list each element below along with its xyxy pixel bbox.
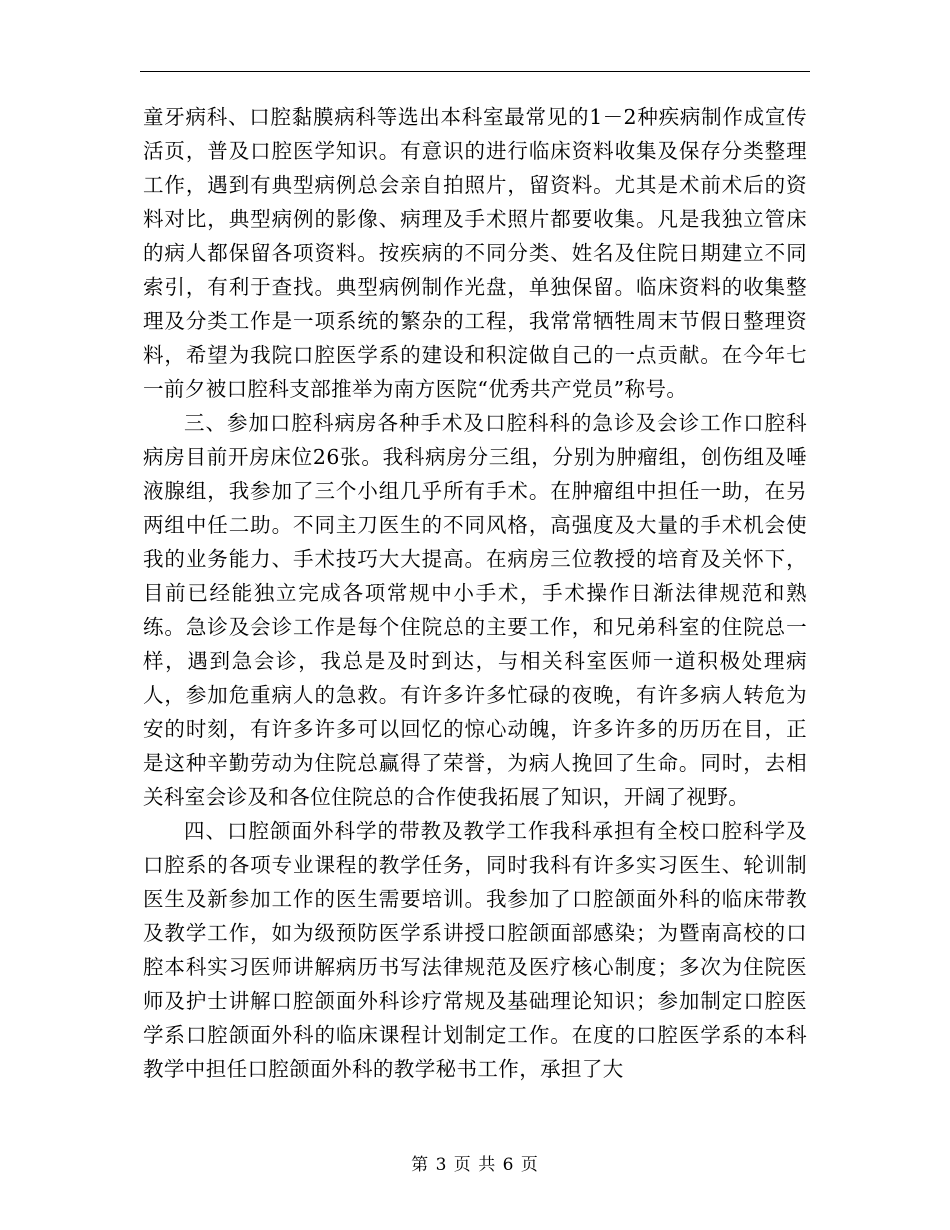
paragraph-1: 童牙病科、口腔黏膜病科等选出本科室最常见的1－2种疾病制作成宣传活页，普及口腔医学知识。有意识的进行临床资料收集及保存分类整理工作，遇到有典型病例总会亲自拍照片，留资料。尤其是术前术后的资料对比，典型病例的影像、病理及手术照片都要收集。凡是我独立管床的病人都保留各项资料。按疾病的不同分类、姓名及住院日期建立不同索引，有利于查找。典型病例制作光盘，单独保留。临床资料的收集整理及分类工作是一项系统的繁杂的工程，我常常牺牲周末节假日整理资料，希望为我院口腔医学系的建设和积淀做自己的一点贡献。在今年七一前夕被口腔科支部推举为南方医院“优秀共产党员”称号。: [143, 105, 807, 401]
paragraph-3: 四、口腔颌面外科学的带教及教学工作我科承担有全校口腔科学及口腔系的各项专业课程的教学任务，同时我科有许多实习医生、轮训制医生及新参加工作的医生需要培训。我参加了口腔颌面外科的临床带教及教学工作，如为级预防医学系讲授口腔颌面部感染；为暨南高校的口腔本科实习医师讲解病历书写法律规范及医疗核心制度；多次为住院医师及护士讲解口腔颌面外科诊疗常规及基础理论知识；参加制定口腔医学系口腔颌面外科的临床课程计划制定工作。在度的口腔医学系的本科教学中担任口腔颌面外科的教学秘书工作，承担了大: [143, 819, 807, 1081]
document-body: [143, 100, 807, 1086]
header-rule: [140, 71, 810, 72]
page-number: 第 3 页 共 6 页: [411, 1155, 539, 1175]
paragraph-2: 三、参加口腔科病房各种手术及口腔科科的急诊及会诊工作口腔科病房目前开房床位26张。我科病房分三组，分别为肿瘤组，创伤组及唾液腺组，我参加了三个小组几乎所有手术。在肿瘤组中担任一助，在另两组中任二助。不同主刀医生的不同风格，高强度及大量的手术机会使我的业务能力、手术技巧大大提高。在病房三位教授的培育及关怀下，目前已经能独立完成各项常规中小手术，手术操作日渐法律规范和熟练。急诊及会诊工作是每个住院总的主要工作，和兄弟科室的住院总一样，遇到急会诊，我总是及时到达，与相关科室医师一道积极处理病人，参加危重病人的急救。有许多许多忙碌的夜晚，有许多病人转危为安的时刻，有许多许多可以回忆的惊心动魄，许多许多的历历在目，正是这种辛勤劳动为住院总赢得了荣誉，为病人挽回了生命。同时，去相关科室会诊及和各位住院总的合作使我拓展了知识，开阔了视野。: [143, 411, 807, 809]
